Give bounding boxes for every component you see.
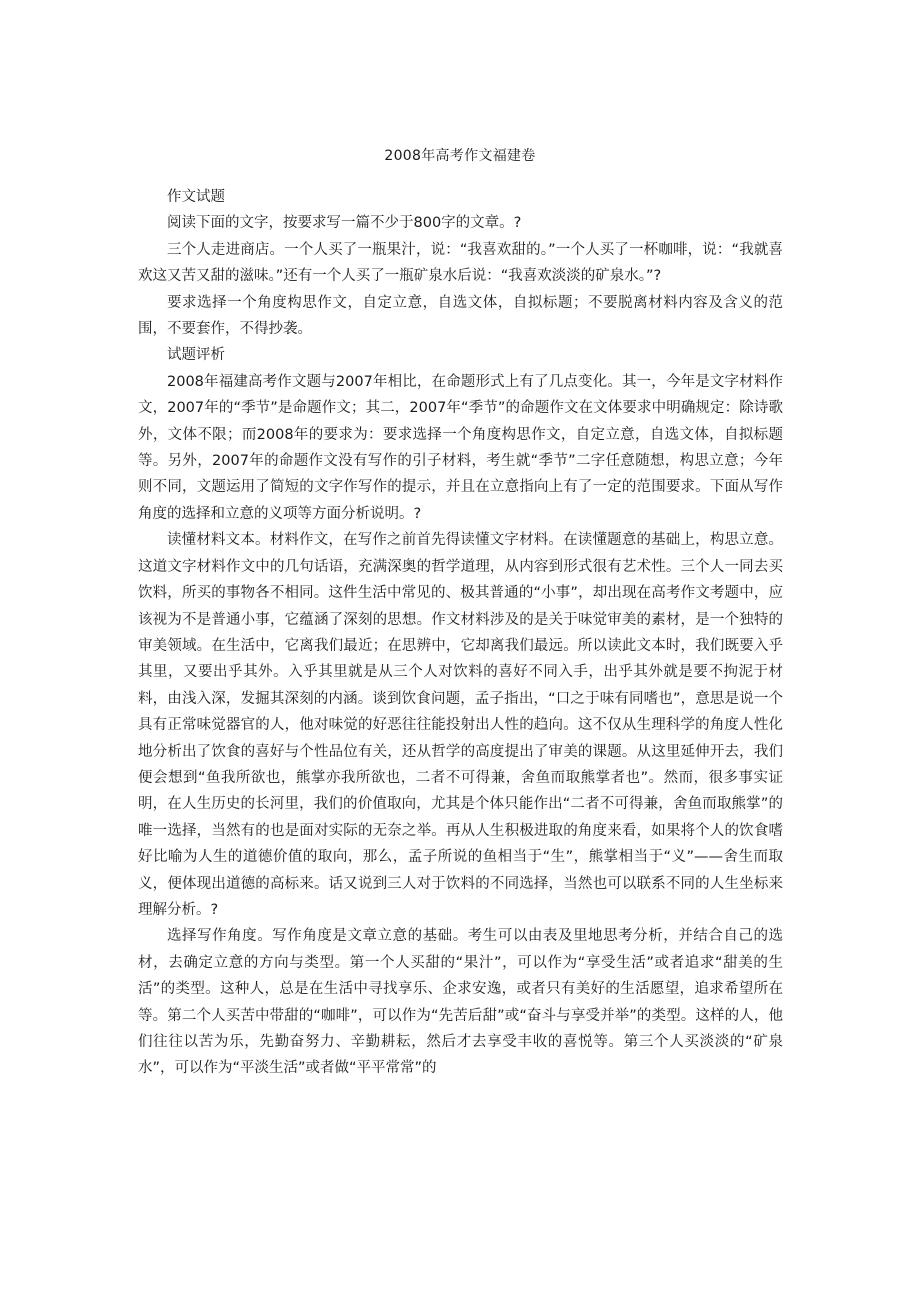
paragraph-instruction: 阅读下面的文字，按要求写一篇不少于800字的文章。? (167, 215, 522, 232)
paragraph-material: 三个人走进商店。一个人买了一瓶果汁，说：“我喜欢甜的。”一个人买了一杯咖啡，说：“我就喜欢这又苦又甜的滋味。”还有一个人买了一瓶矿泉水后说：“我喜欢淡淡的矿泉水。”? (138, 241, 783, 285)
paragraph-understanding-material: 读懂材料文本。材料作文，在写作之前首先得读懂文字材料。在读懂题意的基础上，构思立意。这道文字材料作文中的几句话语，充满深奥的哲学道理，从内容到形式很有艺术性。三个人一同去买饮料，所买的事物各不相同。这件生活中常见的、极其普通的“小事”，却出现在高考作文考题中，应该视为不是普通小事，它蕴涵了深刻的思想。作文材料涉及的是关于味觉审美的素材，是一个独特的审美领域。在生活中，它离我们最近；在思辨中，它却离我们最远。所以读此文本时，我们既要入乎其里，又要出乎其外。入乎其里就是从三个人对饮料的喜好不同入手，出乎其外就是要不拘泥于材料，由浅入深，发掘其深刻的内涵。谈到饮食问题，孟子指出，“口之于味有同嗜也”，意思是说一个具有正常味觉器官的人，他对味觉的好恶往往能投射出人性的趋向。这不仅从生理科学的角度人性化地分析出了饮食的喜好与个性品位有关，还从哲学的高度提出了审美的课题。从这里延伸开去，我们便会想到“鱼我所欲也，熊掌亦我所欲也，二者不可得兼，舍鱼而取熊掌者也”。然而，很多事实证明，在人生历史的长河里，我们的价值取向，尤其是个体只能作出“二者不可得兼，舍鱼而取熊掌”的唯一选择，当然有的也是面对实际的无奈之举。再从人生积极进取的角度来看，如果将个人的饮食嗜好比喻为人生的道德价值的取向，那么，孟子所说的鱼相当于“生”，熊掌相当于“义”——舍生而取义，便体现出道德的高标来。话又说到三人对于饮料的不同选择，当然也可以联系不同的人生坐标来理解分析。? (138, 532, 783, 918)
paragraph-analysis-comparison: 2008年福建高考作文题与2007年相比，在命题形式上有了几点变化。其一，今年是文字材料作文，2007年的“季节”是命题作文；其二，2007年“季节”的命题作文在文体要求中明确规定：除诗歌外，文体不限；而2008年的要求为：要求选择一个角度构思作文，自定立意，自选文体，自拟标题等。另外，2007年的命题作文没有写作的引子材料，考生就“季节”二字任意随想，构思立意；今年则不同，文题运用了简短的文字作写作的提示，并且在立意指向上有了一定的范围要求。下面从写作角度的选择和立意的义项等方面分析说明。? (138, 373, 783, 522)
section-heading-analysis: 试题评析 (167, 347, 225, 364)
paragraph-writing-angle: 选择写作角度。写作角度是文章立意的基础。考生可以由表及里地思考分析，并结合自己的选材，去确定立意的方向与类型。第一个人买甜的“果汁”，可以作为“享受生活”或者追求“甜美的生活”的类型。这种人，总是在生活中寻找享乐、企求安逸，或者只有美好的生活愿望，追求希望所在等。第二个人买苦中带甜的“咖啡”，可以作为“先苦后甜”或“奋斗与享受并举”的类型。这样的人，他们往往以苦为乐，先勤奋努力、辛勤耕耘，然后才去享受丰收的喜悦等。第三个人买淡淡的“矿泉水”，可以作为“平淡生活”或者做“平平常常”的 (138, 928, 783, 1077)
paragraph-requirements: 要求选择一个角度构思作文，自定立意，自选文体，自拟标题；不要脱离材料内容及含义的范围，不要套作，不得抄袭。 (138, 294, 783, 338)
document-title: 2008年高考作文福建卷 (384, 148, 536, 164)
section-heading-essay-question: 作文试题 (167, 189, 225, 205)
document-body (138, 184, 783, 1082)
